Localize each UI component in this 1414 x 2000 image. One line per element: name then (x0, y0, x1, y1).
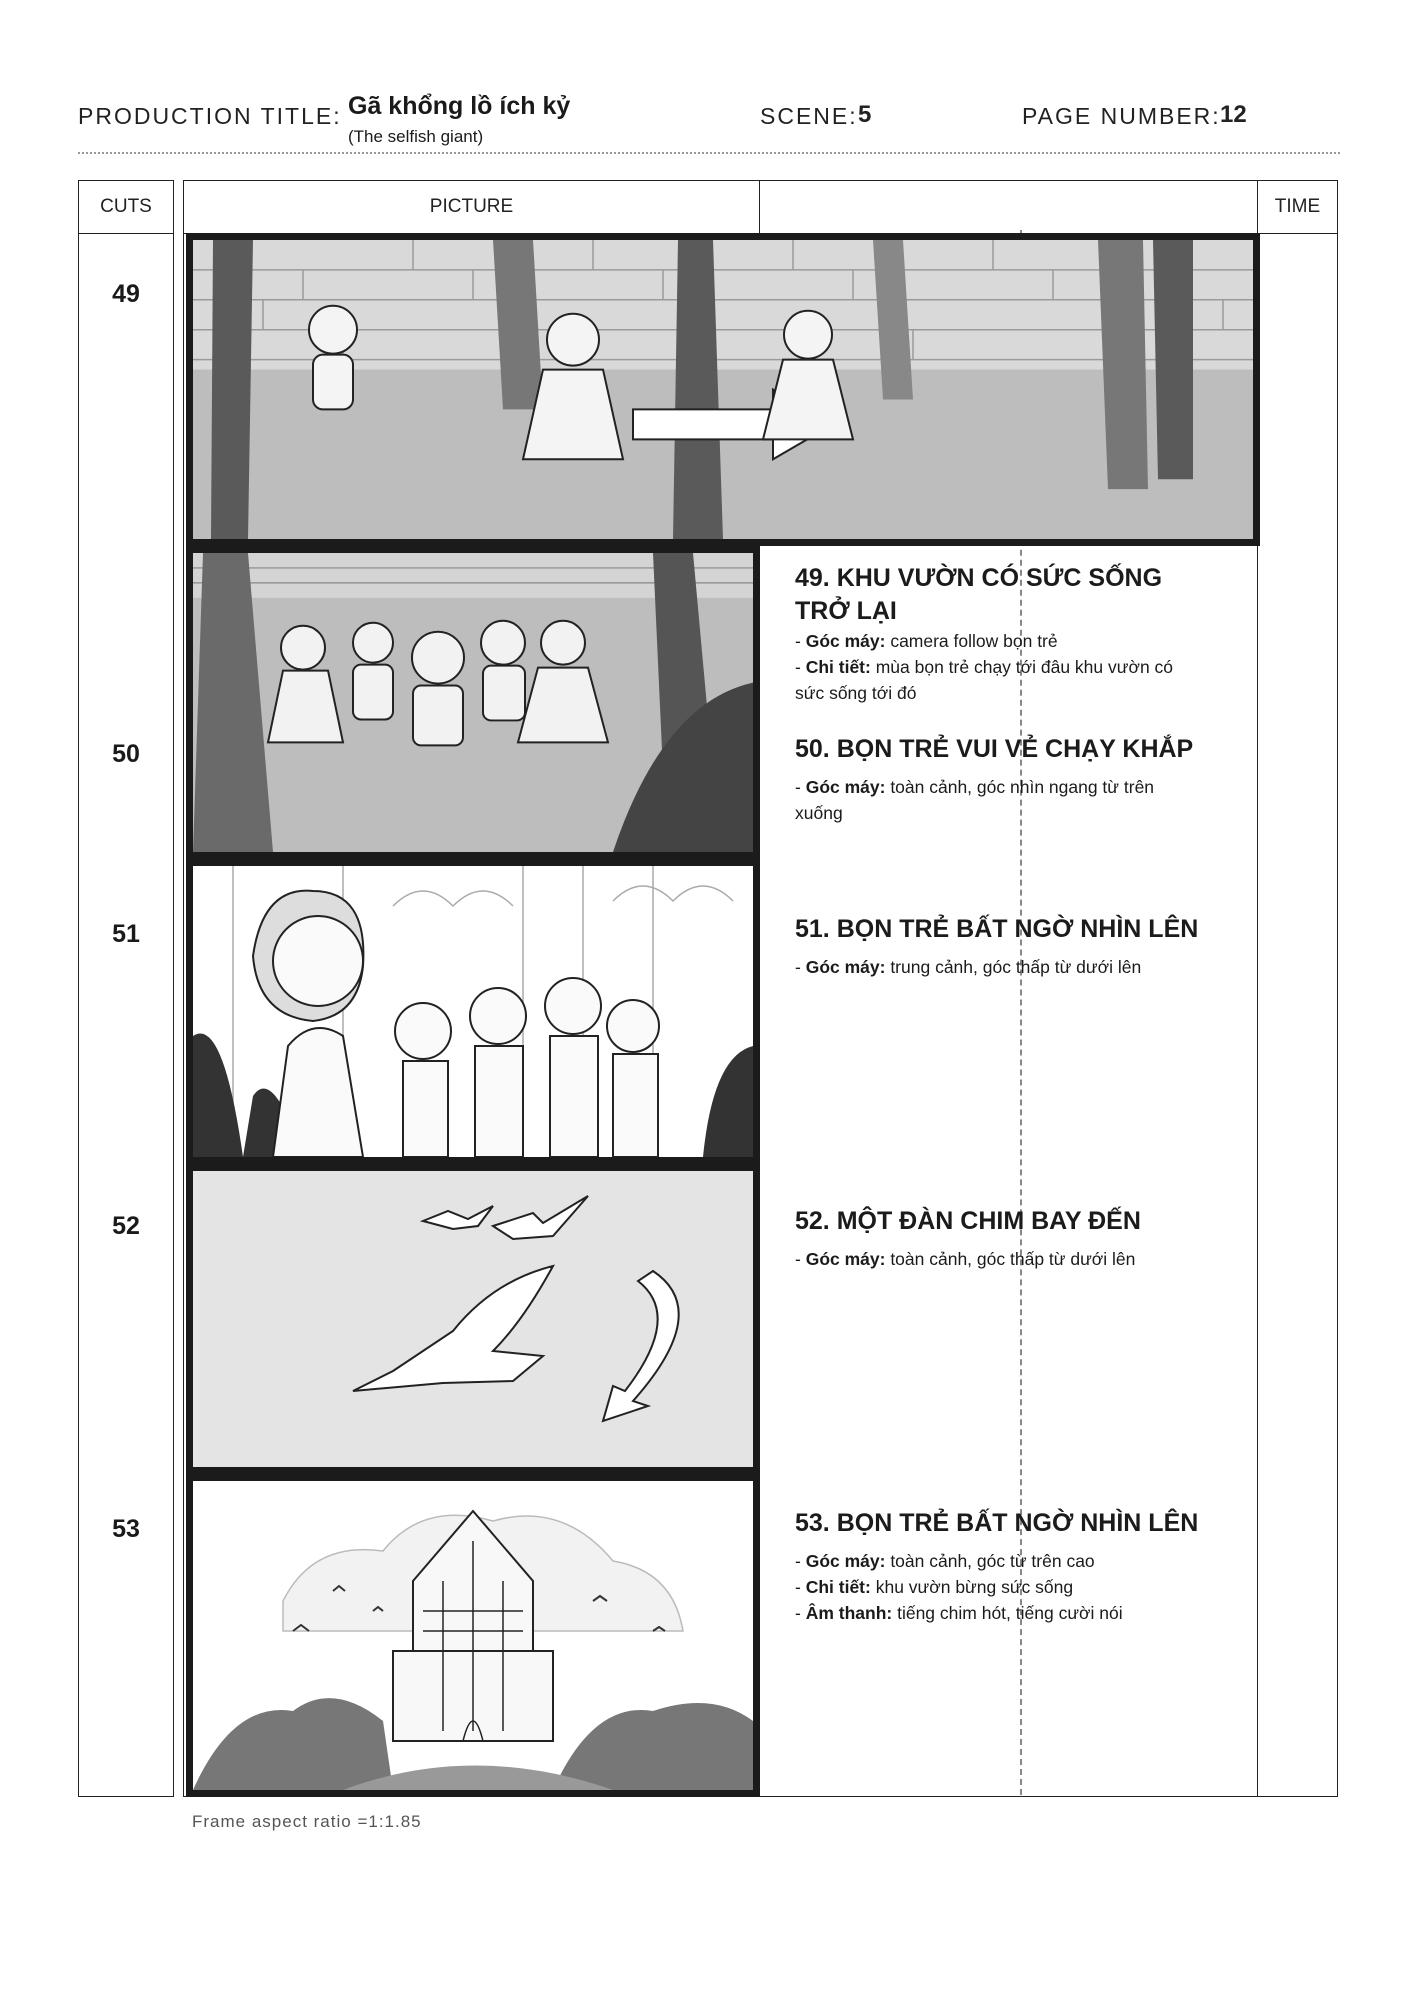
cut-number-52: 52 (112, 1212, 140, 1240)
camera-angle-label: Góc máy: (805, 1551, 886, 1571)
production-title-label: PRODUCTION TITLE: (78, 103, 342, 129)
cut-51-camera-line: - Góc máy: trung cảnh, góc thấp từ dưới lên (795, 957, 1142, 977)
cut-49-camera-line: - Góc máy: camera follow bọn trẻ (795, 631, 1058, 651)
frame-aspect-ratio-note: Frame aspect ratio =1:1.85 (192, 1812, 422, 1831)
cut-49-title-line1: 49. KHU VƯỜN CÓ SỨC SỐNG (795, 564, 1163, 592)
panel-51-image (186, 859, 760, 1164)
cut-53-camera-line: - Góc máy: toàn cảnh, góc từ trên cao (795, 1551, 1095, 1571)
column-header-description (759, 180, 1258, 234)
sound-label: Âm thanh: (805, 1603, 893, 1623)
cut-53-sound-line: - Âm thanh: tiếng chim hót, tiếng cười nói (795, 1603, 1123, 1623)
cut-53-title: 53. BỌN TRẺ BẤT NGỜ NHÌN LÊN (795, 1509, 1199, 1537)
production-subtitle: (The selfish giant) (348, 127, 484, 146)
cut-number-50: 50 (112, 740, 140, 768)
panel-52-image (186, 1164, 760, 1474)
camera-angle-text: toàn cảnh, góc thấp từ dưới lên (885, 1249, 1136, 1269)
cuts-header-text: CUTS (100, 196, 152, 217)
column-header-cuts (78, 180, 174, 234)
camera-angle-text: trung cảnh, góc thấp từ dưới lên (885, 957, 1142, 977)
panel-50-image (186, 546, 760, 859)
picture-header-text: PICTURE (429, 196, 514, 217)
cut-number-51: 51 (112, 920, 140, 948)
detail-label: Chi tiết: (805, 1577, 871, 1597)
cut-49-detail-continuation: sức sống tới đó (795, 683, 917, 703)
cut-49-title-line2: TRỞ LẠI (795, 597, 897, 625)
camera-angle-text: camera follow bọn trẻ (885, 631, 1058, 651)
cut-49-detail-line: - Chi tiết: mùa bọn trẻ chạy tới đâu khu vườn có (795, 657, 1174, 677)
cut-52-camera-line: - Góc máy: toàn cảnh, góc thấp từ dưới lên (795, 1249, 1136, 1269)
detail-label: Chi tiết: (805, 657, 871, 677)
scene-label: SCENE: (760, 103, 858, 129)
panel-53-image (186, 1474, 760, 1797)
sound-text: tiếng chim hót, tiếng cười nói (892, 1603, 1123, 1623)
camera-angle-label: Góc máy: (805, 1249, 886, 1269)
cut-number-53: 53 (112, 1515, 140, 1543)
column-header-picture (183, 180, 760, 234)
cut-number-49: 49 (112, 280, 140, 308)
column-header-time (1257, 180, 1338, 234)
cut-53-detail-line: - Chi tiết: khu vườn bừng sức sống (795, 1577, 1074, 1597)
cut-52-title: 52. MỘT ĐÀN CHIM BAY ĐẾN (795, 1207, 1141, 1235)
production-title: Gã khổng lồ ích kỷ (348, 92, 571, 120)
camera-angle-text: toàn cảnh, góc từ trên cao (885, 1551, 1095, 1571)
header-divider (78, 152, 1340, 154)
cut-52-description (795, 1205, 1225, 1272)
cuts-column (78, 233, 174, 1797)
time-header-text: TIME (1274, 196, 1321, 217)
cut-51-description (795, 913, 1225, 980)
cut-50-description (795, 733, 1225, 826)
page-number-label: PAGE NUMBER: (1022, 103, 1221, 129)
camera-angle-label: Góc máy: (805, 631, 886, 651)
cut-50-camera-continuation: xuống (795, 803, 843, 823)
cut-49-description (795, 562, 1225, 706)
cut-50-camera-line: - Góc máy: toàn cảnh, góc nhìn ngang từ trên (795, 777, 1155, 797)
detail-text: mùa bọn trẻ chạy tới đâu khu vườn có (870, 657, 1174, 677)
camera-angle-text: toàn cảnh, góc nhìn ngang từ trên (885, 777, 1155, 797)
panel-49-image (186, 233, 1260, 546)
camera-angle-label: Góc máy: (805, 957, 886, 977)
page-number: 12 (1220, 101, 1247, 128)
cut-53-description (795, 1507, 1225, 1626)
time-column (1257, 233, 1338, 1797)
camera-angle-label: Góc máy: (805, 777, 886, 797)
cut-50-title: 50. BỌN TRẺ VUI VẺ CHẠY KHẮP (795, 735, 1194, 763)
detail-text: khu vườn bừng sức sống (870, 1577, 1074, 1597)
cut-51-title: 51. BỌN TRẺ BẤT NGỜ NHÌN LÊN (795, 915, 1199, 943)
scene-number: 5 (858, 101, 872, 128)
